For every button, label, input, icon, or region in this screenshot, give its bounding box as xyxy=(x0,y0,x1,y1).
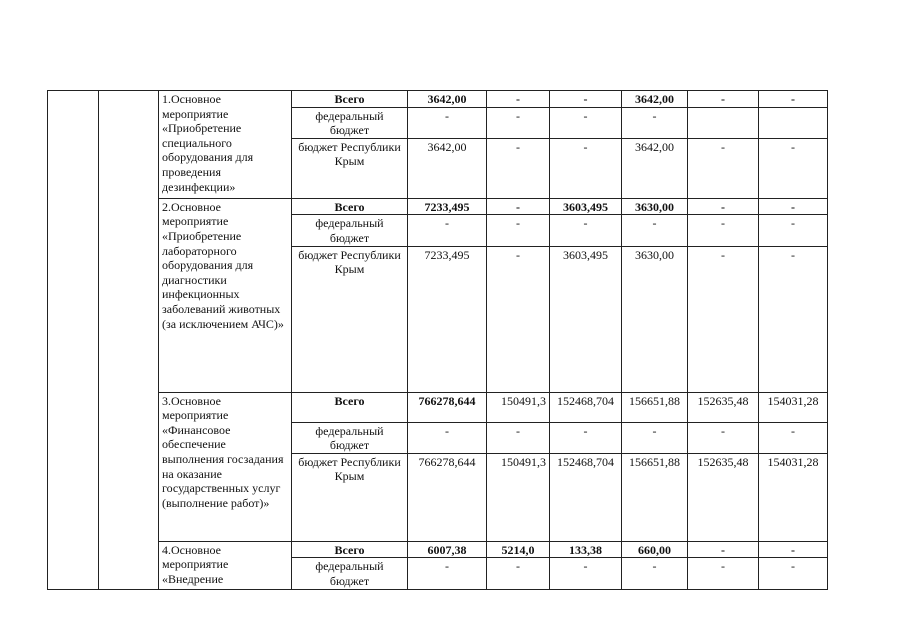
s4-total-y5: - xyxy=(759,541,828,558)
s2-federal-y1: - xyxy=(487,215,550,246)
s3-regional-y5: 154031,28 xyxy=(759,453,828,541)
s3-title: 3.Основное мероприятие «Финансовое обеспечение выполнения госзадания на оказание государственных услуг (выполнение работ)» xyxy=(159,392,292,541)
s2-total-sum: 7233,495 xyxy=(408,198,487,215)
s2-federal-y2: - xyxy=(550,215,622,246)
s1-federal-y3: - xyxy=(622,107,688,138)
s2-regional-y5: - xyxy=(759,246,828,392)
s3-regional-y4: 152635,48 xyxy=(688,453,759,541)
s4-total-label: Всего xyxy=(292,541,408,558)
budget-table xyxy=(47,90,828,590)
s4-total-row xyxy=(48,541,828,558)
s3-federal-y5: - xyxy=(759,422,828,453)
s2-federal-y3: - xyxy=(622,215,688,246)
s2-title: 2.Основное мероприятие «Приобретение лабораторного оборудования для диагностики инфекционных заболеваний животных (за исключением АЧС)» xyxy=(159,198,292,392)
s1-federal-sum: - xyxy=(408,107,487,138)
s3-regional-sum: 766278,644 xyxy=(408,453,487,541)
s4-total-y3: 660,00 xyxy=(622,541,688,558)
s2-regional-y1: - xyxy=(487,246,550,392)
s1-total-y4: - xyxy=(688,91,759,108)
s3-federal-y2: - xyxy=(550,422,622,453)
s2-total-label: Всего xyxy=(292,198,408,215)
s1-federal-y1: - xyxy=(487,107,550,138)
s2-regional-y2: 3603,495 xyxy=(550,246,622,392)
s3-regional-y2: 152468,704 xyxy=(550,453,622,541)
s1-federal-y4 xyxy=(688,107,759,138)
s2-federal-y5: - xyxy=(759,215,828,246)
s1-total-y2: - xyxy=(550,91,622,108)
s1-title: 1.Основное мероприятие «Приобретение специального оборудования для проведения дезинфекции» xyxy=(159,91,292,199)
s4-total-y1: 5214,0 xyxy=(487,541,550,558)
s3-total-label: Всего xyxy=(292,392,408,422)
left-margin-column-1 xyxy=(48,91,99,590)
s1-regional-sum: 3642,00 xyxy=(408,138,487,198)
s1-regional-y5: - xyxy=(759,138,828,198)
s3-total-sum: 766278,644 xyxy=(408,392,487,422)
s1-total-y5: - xyxy=(759,91,828,108)
s2-regional-label: бюджет Республики Крым xyxy=(292,246,408,392)
s2-regional-sum: 7233,495 xyxy=(408,246,487,392)
s4-total-sum: 6007,38 xyxy=(408,541,487,558)
s1-regional-y2: - xyxy=(550,138,622,198)
s2-total-y2: 3603,495 xyxy=(550,198,622,215)
s1-federal-y2: - xyxy=(550,107,622,138)
s3-regional-label: бюджет Республики Крым xyxy=(292,453,408,541)
s4-federal-y4: - xyxy=(688,558,759,589)
s3-total-y2: 152468,704 xyxy=(550,392,622,422)
s4-title: 4.Основное мероприятие «Внедрение xyxy=(159,541,292,589)
s4-federal-y2: - xyxy=(550,558,622,589)
s2-federal-sum: - xyxy=(408,215,487,246)
s1-total-y1: - xyxy=(487,91,550,108)
s1-regional-y3: 3642,00 xyxy=(622,138,688,198)
s1-total-row xyxy=(48,91,828,108)
s3-federal-sum: - xyxy=(408,422,487,453)
s4-federal-label: федеральный бюджет xyxy=(292,558,408,589)
s3-federal-y1: - xyxy=(487,422,550,453)
s3-regional-y3: 156651,88 xyxy=(622,453,688,541)
s2-regional-y3: 3630,00 xyxy=(622,246,688,392)
s4-federal-sum: - xyxy=(408,558,487,589)
s1-total-sum: 3642,00 xyxy=(408,91,487,108)
s2-total-y1: - xyxy=(487,198,550,215)
s2-total-y4: - xyxy=(688,198,759,215)
s2-total-y5: - xyxy=(759,198,828,215)
s4-total-y2: 133,38 xyxy=(550,541,622,558)
s3-total-row xyxy=(48,392,828,422)
s1-regional-label: бюджет Республики Крым xyxy=(292,138,408,198)
s4-federal-y5: - xyxy=(759,558,828,589)
s1-total-label: Всего xyxy=(292,91,408,108)
s4-federal-y3: - xyxy=(622,558,688,589)
s3-total-y1: 150491,3 xyxy=(487,392,550,422)
s1-regional-y4: - xyxy=(688,138,759,198)
s3-federal-y4: - xyxy=(688,422,759,453)
s3-federal-label: федеральный бюджет xyxy=(292,422,408,453)
s1-regional-y1: - xyxy=(487,138,550,198)
s2-total-y3: 3630,00 xyxy=(622,198,688,215)
left-margin-column-2 xyxy=(99,91,159,590)
s2-regional-y4: - xyxy=(688,246,759,392)
s3-regional-y1: 150491,3 xyxy=(487,453,550,541)
s3-total-y3: 156651,88 xyxy=(622,392,688,422)
s3-total-y4: 152635,48 xyxy=(688,392,759,422)
s2-federal-y4: - xyxy=(688,215,759,246)
s4-total-y4: - xyxy=(688,541,759,558)
s1-federal-label: федеральный бюджет xyxy=(292,107,408,138)
s4-federal-y1: - xyxy=(487,558,550,589)
s3-federal-y3: - xyxy=(622,422,688,453)
s3-total-y5: 154031,28 xyxy=(759,392,828,422)
s1-total-y3: 3642,00 xyxy=(622,91,688,108)
s1-federal-y5 xyxy=(759,107,828,138)
s2-total-row xyxy=(48,198,828,215)
s2-federal-label: федеральный бюджет xyxy=(292,215,408,246)
